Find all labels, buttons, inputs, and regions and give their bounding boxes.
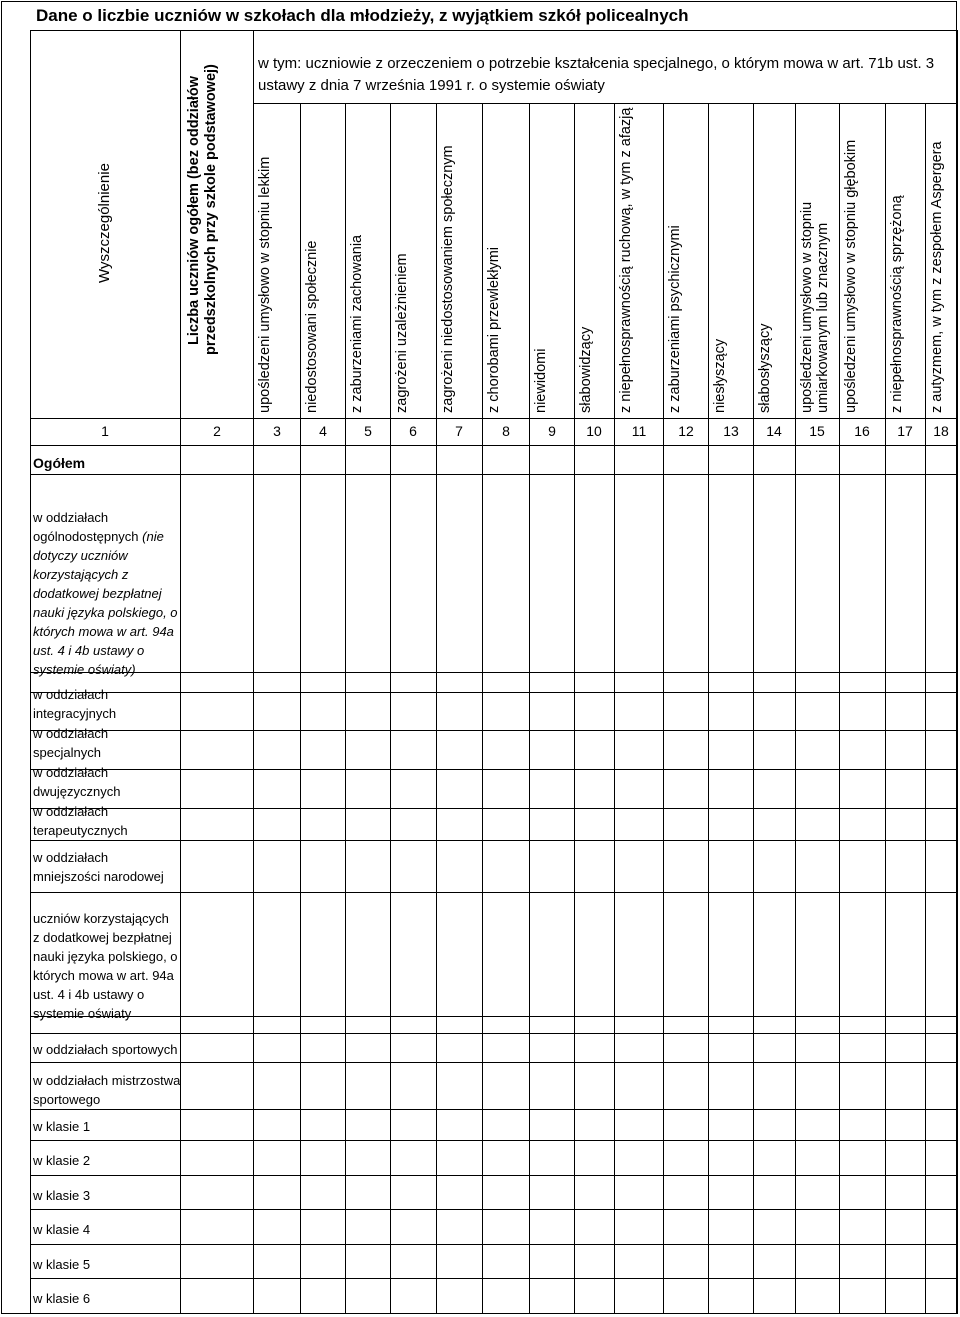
hline-group-split [253,103,957,104]
hline-row-7 [30,840,957,841]
column-header-4: niedostosowani społecznie [304,240,320,413]
vline-1 [30,30,31,1314]
hline-row-10 [30,1033,957,1034]
vline-18 [925,103,926,1314]
column-header-7: zagrożeni niedostosowaniem społecznym [440,145,456,413]
column-number-17: 17 [897,423,913,439]
vline-14 [753,103,754,1314]
row-ogolnodostepne [33,508,178,679]
column-header-8: z chorobami przewlekłymi [486,247,502,413]
hline-row-11 [30,1062,957,1063]
column-header-12: z zaburzeniami psychicznymi [667,225,683,413]
header-wyszczegolnienie: Wyszczególnienie [96,163,113,283]
header-group-orzeczenie: w tym: uczniowie z orzeczeniem o potrzebie kształcenia specjalnego, o którym mowa w art. 71b ust. 3 ustawy z dnia 7 września 1991 r. o systemie oświaty [258,55,935,94]
row-klasa-4: w klasie 4 [33,1222,91,1237]
row-ogolnodostepne-note: (nie dotyczy uczniów korzystających z dodatkowej bezpłatnej nauki języka polskiego, o których mowa w art. [33,529,178,639]
column-number-10: 10 [586,423,602,439]
column-header-16: upośledzeni umysłowo w stopniu głębokim [843,139,859,413]
vline-6 [390,103,391,1314]
hline-row-16 [30,1244,957,1245]
row-mistrzostwa: w oddziałach mistrzostwa sportowego [33,1073,181,1107]
row-ogolnodostepne-note-end: 94a ust. 4 i 4b ustawy o systemie oświaty) [33,624,174,677]
vline-19 [957,30,958,1314]
vline-10 [574,103,575,1314]
hline-row-6 [30,808,957,809]
row-mniejszosci: w oddziałach mniejszości narodowej [33,850,164,884]
hline-row-8 [30,892,957,893]
column-header-5: z zaburzeniami zachowania [349,234,365,413]
hline-row-12 [30,1109,957,1110]
vline-15 [795,103,796,1314]
column-number-18: 18 [933,423,949,439]
column-header-17: z niepełnosprawnością sprzężoną [889,195,905,413]
column-number-15: 15 [809,423,825,439]
row-sportowe: w oddziałach sportowych [33,1042,178,1057]
row-klasa-1: w klasie 1 [33,1119,91,1134]
hline-row-3 [30,692,957,693]
header-liczba-uczniow: Liczba uczniów ogółem (bez oddziałów przedszkolnych przy szkole podstawowej) [186,64,219,356]
column-number-13: 13 [723,423,739,439]
column-number-12: 12 [678,423,694,439]
row-terapeutyczne: w oddziałach terapeutycznych [33,804,128,838]
column-number-2: 2 [213,423,221,439]
row-nauka-polskiego: uczniów korzystających z dodatkowej bezpłatnej nauki języka polskiego, o których mowa w art. 94a ust. 4 i 4b ustawy o systemie oświaty [33,911,178,1021]
column-number-5: 5 [364,423,372,439]
hline-row-4 [30,730,957,731]
hline-row-1 [30,474,957,475]
column-header-11: z niepełnosprawnością ruchową, w tym z afazją [618,107,634,413]
vline-8 [482,103,483,1314]
row-integracyjne: w oddziałach integracyjnych [33,687,117,721]
hline-row-13 [30,1140,957,1141]
row-klasa-2: w klasie 2 [33,1153,91,1168]
vline-7 [436,103,437,1314]
row-ogolnodostepne-label: w oddziałach ogólnodostępnych [33,510,139,544]
column-number-8: 8 [502,423,510,439]
column-number-6: 6 [409,423,417,439]
row-dwujezyczne: w oddziałach dwujęzycznych [33,765,121,799]
column-header-9: niewidomi [533,348,549,413]
vline-13 [708,103,709,1314]
hline-table-bottom [30,1313,957,1314]
hline-row-14 [30,1175,957,1176]
row-specjalne: w oddziałach specjalnych [33,726,109,760]
vline-9 [529,103,530,1314]
row-klasa-6: w klasie 6 [33,1291,91,1306]
column-number-11: 11 [631,423,647,439]
row-klasa-5: w klasie 5 [33,1257,91,1272]
hline-numbers-bottom [30,445,957,446]
row-klasa-3: w klasie 3 [33,1188,91,1203]
vline-5 [345,103,346,1314]
form-title: Dane o liczbie uczniów w szkołach dla młodzieży, z wyjątkiem szkół policealnych [36,6,689,25]
vline-11 [614,103,615,1314]
column-header-3: upośledzeni umysłowo w stopniu lekkim [257,156,273,413]
column-header-18: z autyzmem, w tym z zespołem Aspergera [929,141,945,413]
hline-row-15 [30,1209,957,1210]
column-header-13: niesłyszący [712,338,728,413]
vline-3 [253,30,254,1314]
column-header-10: słabowidzący [578,326,594,413]
hline-header-top [30,30,957,31]
column-number-14: 14 [766,423,782,439]
column-number-3: 3 [273,423,281,439]
column-number-16: 16 [854,423,870,439]
column-header-14: słabosłyszący [757,323,773,413]
column-header-6: zagrożeni uzależnieniem [394,253,410,413]
column-number-4: 4 [319,423,327,439]
hline-row-5 [30,769,957,770]
vline-17 [885,103,886,1314]
vline-4 [300,103,301,1314]
vline-16 [839,103,840,1314]
vline-12 [663,103,664,1314]
hline-header-bottom [30,418,957,419]
column-number-1: 1 [101,423,109,439]
hline-row-17 [30,1278,957,1279]
column-number-7: 7 [455,423,463,439]
column-number-9: 9 [548,423,556,439]
column-header-15: upośledzeni umysłowo w stopniu umiarkowanym lub znacznym [799,201,831,413]
row-ogolem: Ogółem [33,455,86,471]
